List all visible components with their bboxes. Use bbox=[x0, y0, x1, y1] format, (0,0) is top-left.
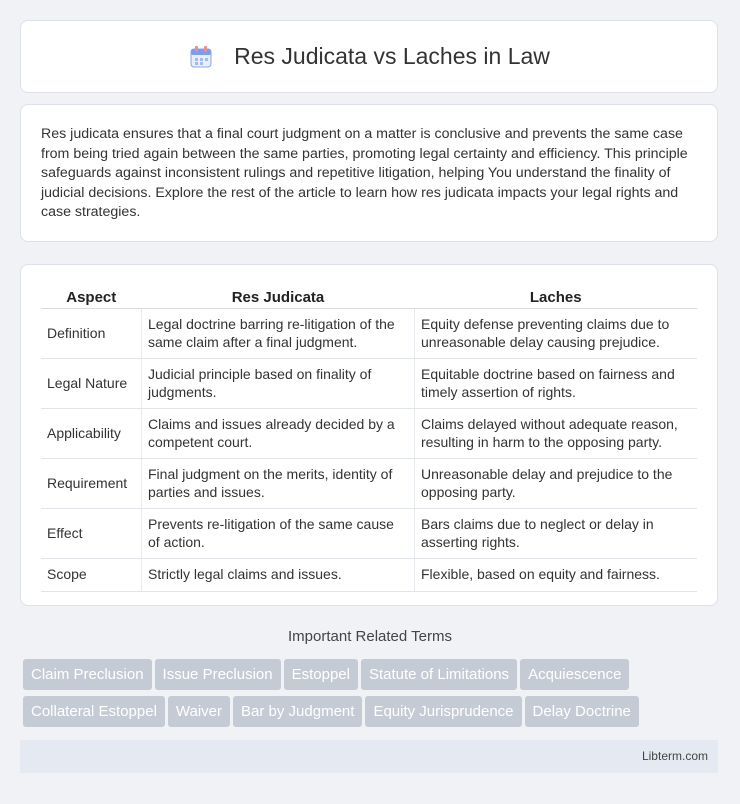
table-row bbox=[41, 459, 697, 509]
tag-claim-preclusion[interactable]: Claim Preclusion bbox=[23, 659, 152, 690]
row-laches: Flexible, based on equity and fairness. bbox=[415, 559, 698, 592]
comparison-table bbox=[41, 283, 697, 592]
row-aspect: Effect bbox=[41, 509, 142, 559]
table-row bbox=[41, 409, 697, 459]
row-res-judicata: Claims and issues already decided by a competent court. bbox=[142, 409, 415, 459]
row-res-judicata: Judicial principle based on finality of judgments. bbox=[142, 359, 415, 409]
row-aspect: Legal Nature bbox=[41, 359, 142, 409]
header-laches: Laches bbox=[415, 283, 698, 309]
calendar-icon bbox=[188, 44, 214, 70]
table-header-row bbox=[41, 283, 697, 309]
table-row bbox=[41, 359, 697, 409]
tag-issue-preclusion[interactable]: Issue Preclusion bbox=[155, 659, 281, 690]
related-terms-title: Important Related Terms bbox=[288, 628, 452, 645]
row-laches: Equitable doctrine based on fairness and timely assertion of rights. bbox=[415, 359, 698, 409]
row-res-judicata: Strictly legal claims and issues. bbox=[142, 559, 415, 592]
row-laches: Equity defense preventing claims due to unreasonable delay causing prejudice. bbox=[415, 309, 698, 359]
table-row bbox=[41, 559, 697, 592]
table-row bbox=[41, 309, 697, 359]
tag-acquiescence[interactable]: Acquiescence bbox=[520, 659, 629, 690]
tag-estoppel[interactable]: Estoppel bbox=[284, 659, 358, 690]
header-res-judicata: Res Judicata bbox=[142, 283, 415, 309]
tag-equity-jurisprudence[interactable]: Equity Jurisprudence bbox=[365, 696, 521, 727]
row-aspect: Scope bbox=[41, 559, 142, 592]
row-laches: Unreasonable delay and prejudice to the opposing party. bbox=[415, 459, 698, 509]
row-res-judicata: Final judgment on the merits, identity of parties and issues. bbox=[142, 459, 415, 509]
related-terms-list bbox=[23, 659, 723, 733]
tag-waiver[interactable]: Waiver bbox=[168, 696, 230, 727]
tag-statute-of-limitations[interactable]: Statute of Limitations bbox=[361, 659, 517, 690]
header-aspect: Aspect bbox=[41, 283, 142, 309]
footer bbox=[20, 740, 718, 773]
row-res-judicata: Prevents re-litigation of the same cause of action. bbox=[142, 509, 415, 559]
row-laches: Bars claims due to neglect or delay in asserting rights. bbox=[415, 509, 698, 559]
intro-text: Res judicata ensures that a final court judgment on a matter is conclusive and prevents the same case from being tried again between the same parties, promoting legal certainty and efficiency. This principle safeguards against inconsistent rulings and repetitive litigation, helping You understand the finality of judicial decisions. Explore the rest of the article to learn how res judicata impacts your legal rights and case strategies. bbox=[41, 126, 688, 221]
page-title: Res Judicata vs Laches in Law bbox=[234, 43, 550, 69]
row-laches: Claims delayed without adequate reason, resulting in harm to the opposing party. bbox=[415, 409, 698, 459]
intro-card bbox=[20, 104, 718, 242]
row-aspect: Definition bbox=[41, 309, 142, 359]
table-row bbox=[41, 509, 697, 559]
comparison-table-card bbox=[20, 264, 718, 606]
title-card bbox=[20, 20, 718, 93]
tag-bar-by-judgment[interactable]: Bar by Judgment bbox=[233, 696, 362, 727]
row-aspect: Applicability bbox=[41, 409, 142, 459]
row-aspect: Requirement bbox=[41, 459, 142, 509]
footer-site-link[interactable]: Libterm.com bbox=[641, 749, 708, 763]
tag-collateral-estoppel[interactable]: Collateral Estoppel bbox=[23, 696, 165, 727]
row-res-judicata: Legal doctrine barring re-litigation of the same claim after a final judgment. bbox=[142, 309, 415, 359]
tag-delay-doctrine[interactable]: Delay Doctrine bbox=[525, 696, 639, 727]
